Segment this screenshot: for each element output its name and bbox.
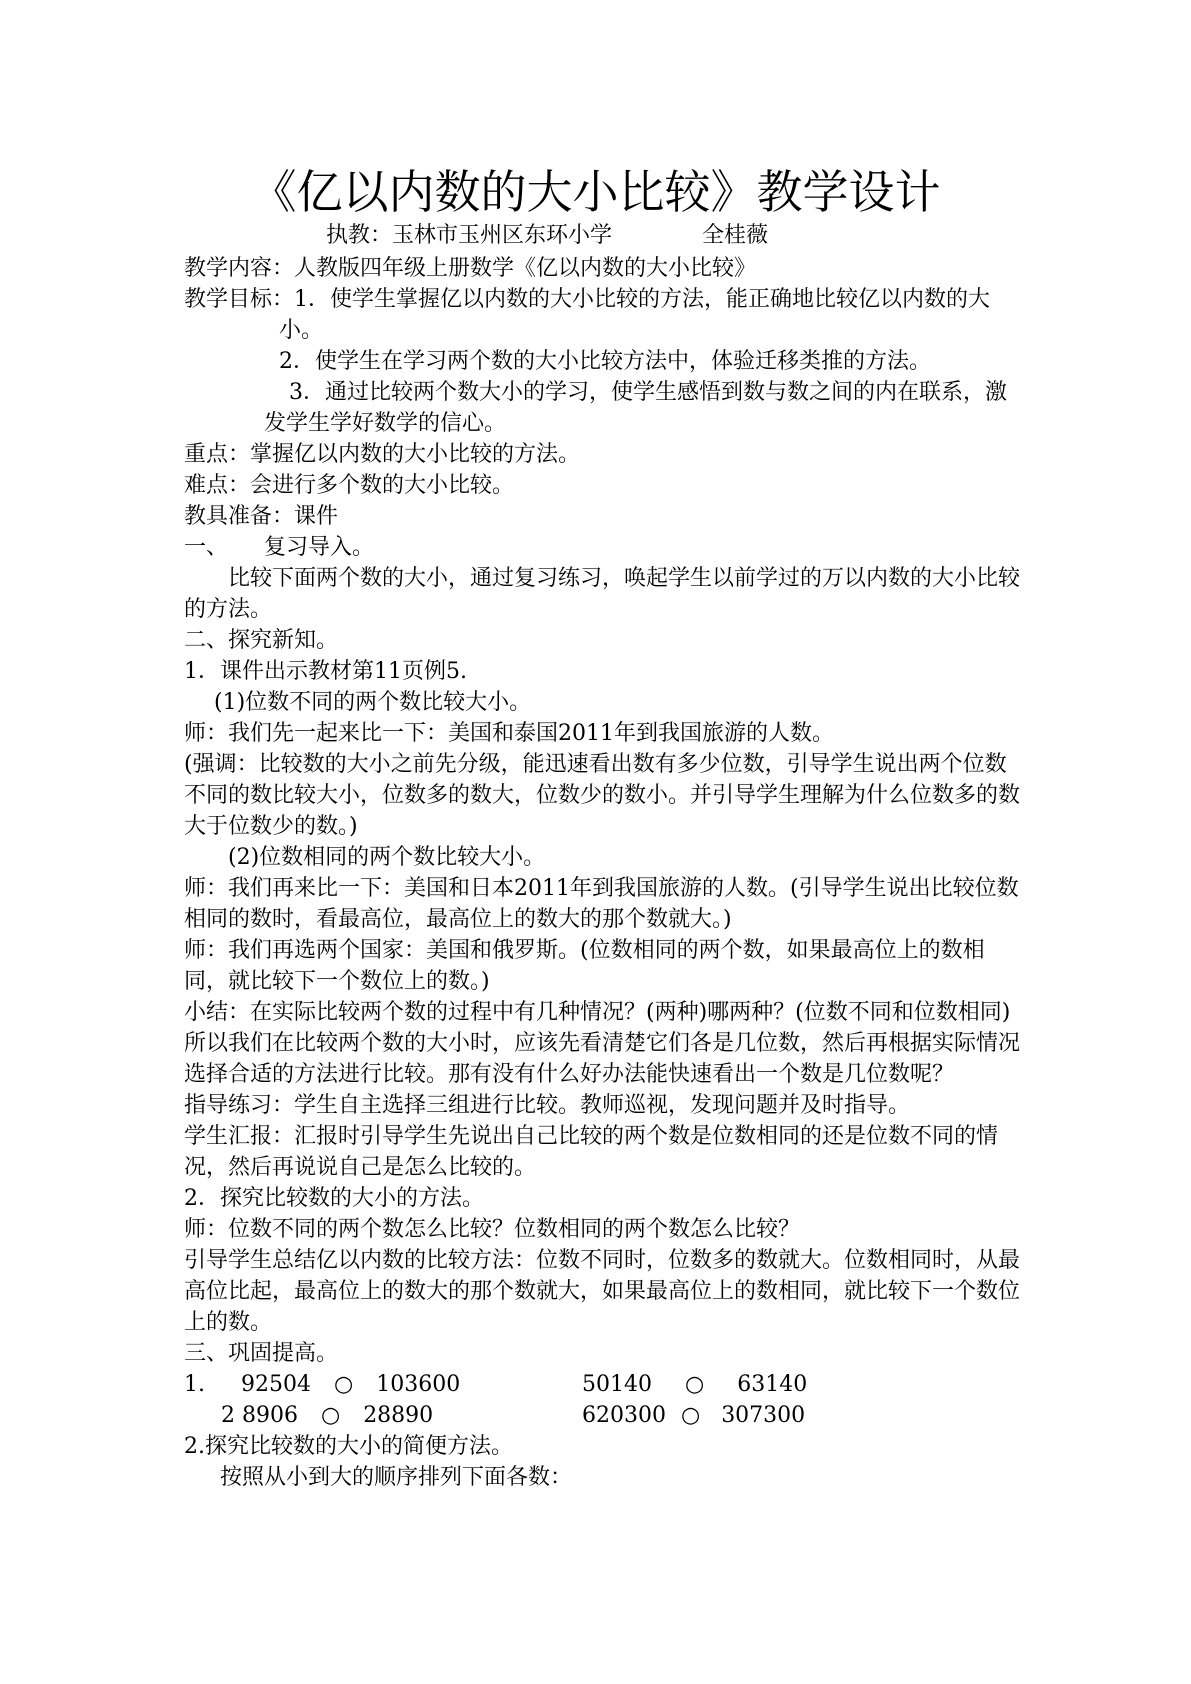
section-1-title: 复习导入。 xyxy=(264,535,375,560)
sub-item-1: (1)位数不同的两个数比较大小。 xyxy=(214,690,532,715)
compare-circle: ○ xyxy=(334,1372,354,1397)
item-1: 1．课件出示教材第11页例5. xyxy=(184,659,467,684)
document-title: 《亿以内数的大小比较》教学设计 xyxy=(250,165,941,219)
section-1-body: 比较下面两个数的大小，通过复习练习，唤起学生以前学过的万以内数的大小比较的方法。 xyxy=(184,566,1021,622)
exercise-number: 1. xyxy=(184,1372,205,1397)
compare-circle: ○ xyxy=(320,1403,341,1428)
document-body xyxy=(184,253,1024,1493)
teaching-content: 教学内容：人教版四年级上册数学《亿以内数的大小比较》 xyxy=(184,256,757,281)
exercise-value: 92504 xyxy=(241,1372,311,1397)
teaching-tools: 教具准备：课件 xyxy=(184,504,339,529)
student-report: 学生汇报：汇报时引导学生先说出自己比较的两个数是位数相同的还是位数不同的情况，然后再说说自己是怎么比较的。 xyxy=(184,1124,999,1180)
compare-circle: ○ xyxy=(680,1403,701,1428)
item-3: 2.探究比较数的大小的简便方法。 xyxy=(184,1434,513,1459)
teaching-goal-1: 教学目标：1．使学生掌握亿以内数的大小比较的方法，能正确地比较亿以内数的大小。 xyxy=(184,287,990,343)
difficult-point: 难点：会进行多个数的大小比较。 xyxy=(184,473,515,498)
exercise-row-2 xyxy=(184,1400,1024,1431)
section-1-heading xyxy=(184,532,1024,563)
section-1-number: 一、 xyxy=(184,535,229,560)
exercise-row-1 xyxy=(184,1369,1024,1400)
author-school: 执教：玉林市玉州区东环小学 xyxy=(326,223,613,248)
author-line xyxy=(326,221,768,251)
exercise-value: 63140 xyxy=(737,1372,808,1397)
teacher-line-3: 师：我们再选两个国家：美国和俄罗斯。(位数相同的两个数，如果最高位上的数相同，就比较下一个数位上的数。) xyxy=(184,938,985,994)
order-instruction: 按照从小到大的顺序排列下面各数： xyxy=(220,1465,573,1490)
exercise-value: 620300 xyxy=(582,1403,666,1428)
exercise-value: 307300 xyxy=(721,1403,806,1428)
sub-item-2: (2)位数相同的两个数比较大小。 xyxy=(228,845,546,870)
guided-practice: 指导练习：学生自主选择三组进行比较。教师巡视，发现问题并及时指导。 xyxy=(184,1093,911,1118)
summary: 小结：在实际比较两个数的过程中有几种情况？(两种)哪两种？(位数不同和位数相同)所以我们在比较两个数的大小时，应该先看清楚它们各是几位数，然后再根据实际情况选择合适的方法进行比较。那有没有什么好办法能快速看出一个数是几位数呢？ xyxy=(184,1000,1021,1087)
exercise-value: 28890 xyxy=(363,1403,434,1428)
teacher-line-1: 师：我们先一起来比一下：美国和泰国2011年到我国旅游的人数。 xyxy=(184,721,834,746)
exercise-value: 103600 xyxy=(376,1372,461,1397)
conclusion: 引导学生总结亿以内数的比较方法：位数不同时，位数多的数就大。位数相同时，从最高位比起，最高位上的数大的那个数就大，如果最高位上的数相同，就比较下一个数位上的数。 xyxy=(184,1248,1021,1335)
exercise-value: 2 8906 xyxy=(221,1403,298,1428)
teacher-line-4: 师：位数不同的两个数怎么比较？位数相同的两个数怎么比较？ xyxy=(184,1217,801,1242)
teaching-goal-3: 3．通过比较两个数大小的学习，使学生感悟到数与数之间的内在联系，激发学生学好数学的信心。 xyxy=(264,380,1007,436)
section-2-heading: 二、探究新知。 xyxy=(184,628,339,653)
item-2: 2．探究比较数的大小的方法。 xyxy=(184,1186,484,1211)
exercise-value: 50140 xyxy=(582,1372,652,1397)
teacher-line-2: 师：我们再来比一下：美国和日本2011年到我国旅游的人数。(引导学生说出比较位数相同的数时，看最高位，最高位上的数大的那个数就大。) xyxy=(184,876,1019,932)
section-3-heading: 三、巩固提高。 xyxy=(184,1341,339,1366)
key-point: 重点：掌握亿以内数的大小比较的方法。 xyxy=(184,442,581,467)
compare-circle: ○ xyxy=(685,1372,705,1397)
teaching-goal-2: 2．使学生在学习两个数的大小比较方法中，体验迁移类推的方法。 xyxy=(279,349,931,374)
author-name: 全桂薇 xyxy=(702,223,769,248)
emphasis-note: (强调：比较数的大小之前先分级，能迅速看出数有多少位数，引导学生说出两个位数不同的数比较大小，位数多的数大，位数少的数小。并引导学生理解为什么位数多的数大于位数少的数。) xyxy=(184,752,1021,839)
